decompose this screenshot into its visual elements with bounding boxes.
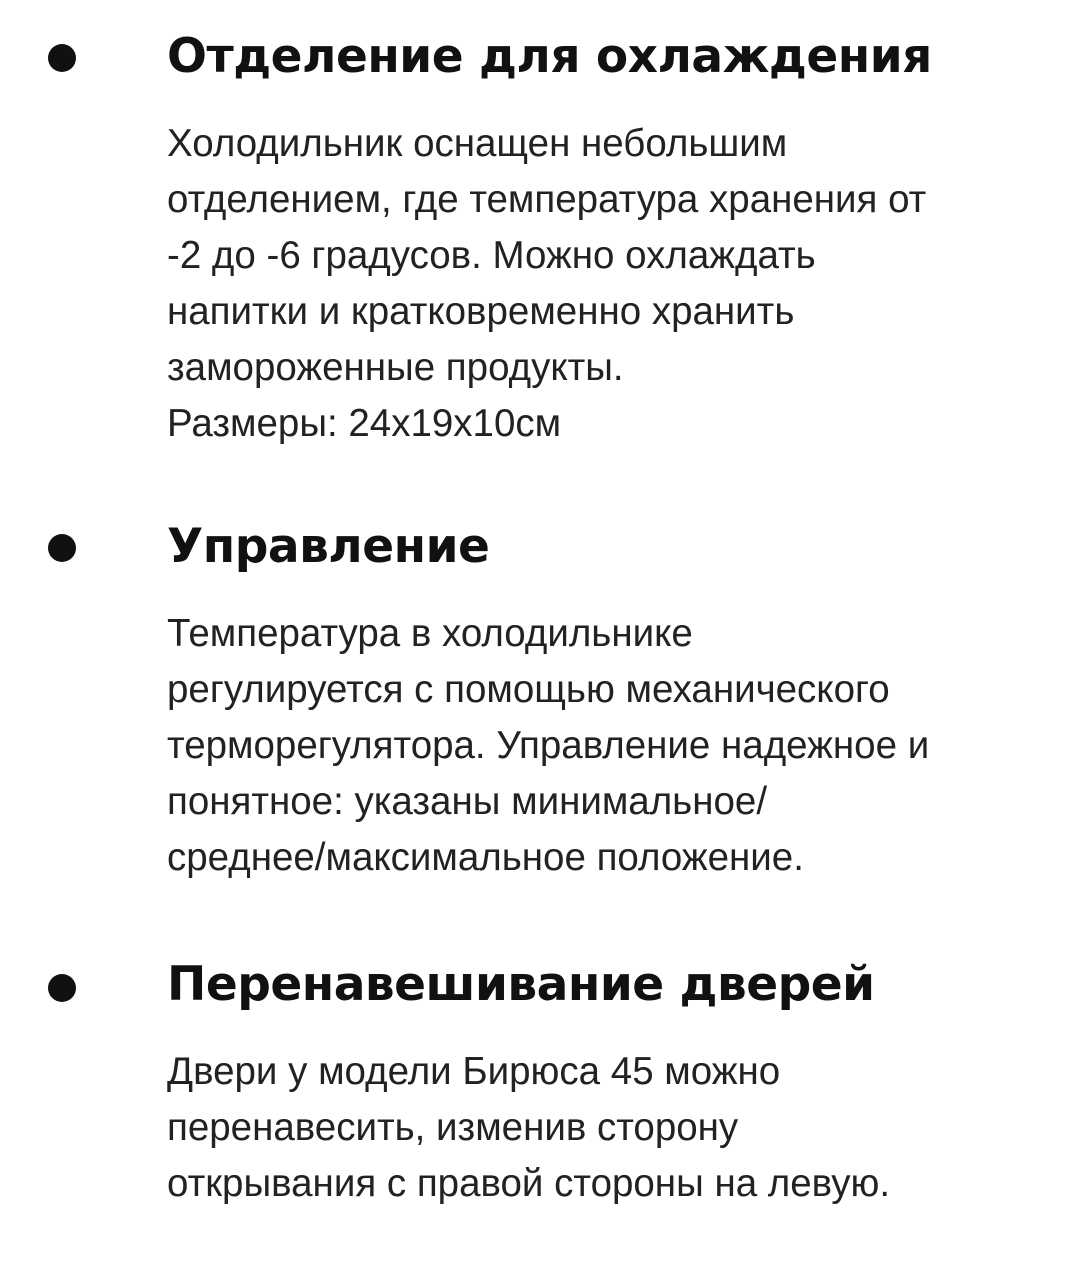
body-line: Холодильник оснащен небольшим xyxy=(167,122,788,165)
body-line: открывания с правой стороны на левую. xyxy=(167,1162,891,1205)
section-body xyxy=(167,116,1057,452)
body-line: -2 до -6 градусов. Можно охлаждать xyxy=(167,234,816,277)
bullet-icon xyxy=(48,974,76,1002)
body-line: отделением, где температура хранения от xyxy=(167,178,927,221)
section-heading: Перенавешивание дверей xyxy=(167,957,875,1012)
body-line: Размеры: 24х19х10см xyxy=(167,402,562,445)
body-line: терморегулятора. Управление надежное и xyxy=(167,724,930,767)
section-heading: Управление xyxy=(167,519,490,574)
bullet-icon xyxy=(48,534,76,562)
body-line: Температура в холодильнике xyxy=(167,612,693,655)
body-line: замороженные продукты. xyxy=(167,346,624,389)
body-line: понятное: указаны минимальное/ xyxy=(167,780,768,823)
body-line: перенавесить, изменив сторону xyxy=(167,1106,739,1149)
body-line: напитки и кратковременно хранить xyxy=(167,290,795,333)
section-body xyxy=(167,606,1057,886)
bullet-icon xyxy=(48,44,76,72)
body-line: Двери у модели Бирюса 45 можно xyxy=(167,1050,781,1093)
body-line: среднее/максимальное положение. xyxy=(167,836,804,879)
section-body xyxy=(167,1044,1057,1212)
section-heading: Отделение для охлаждения xyxy=(167,29,932,84)
body-line: регулируется с помощью механического xyxy=(167,668,890,711)
